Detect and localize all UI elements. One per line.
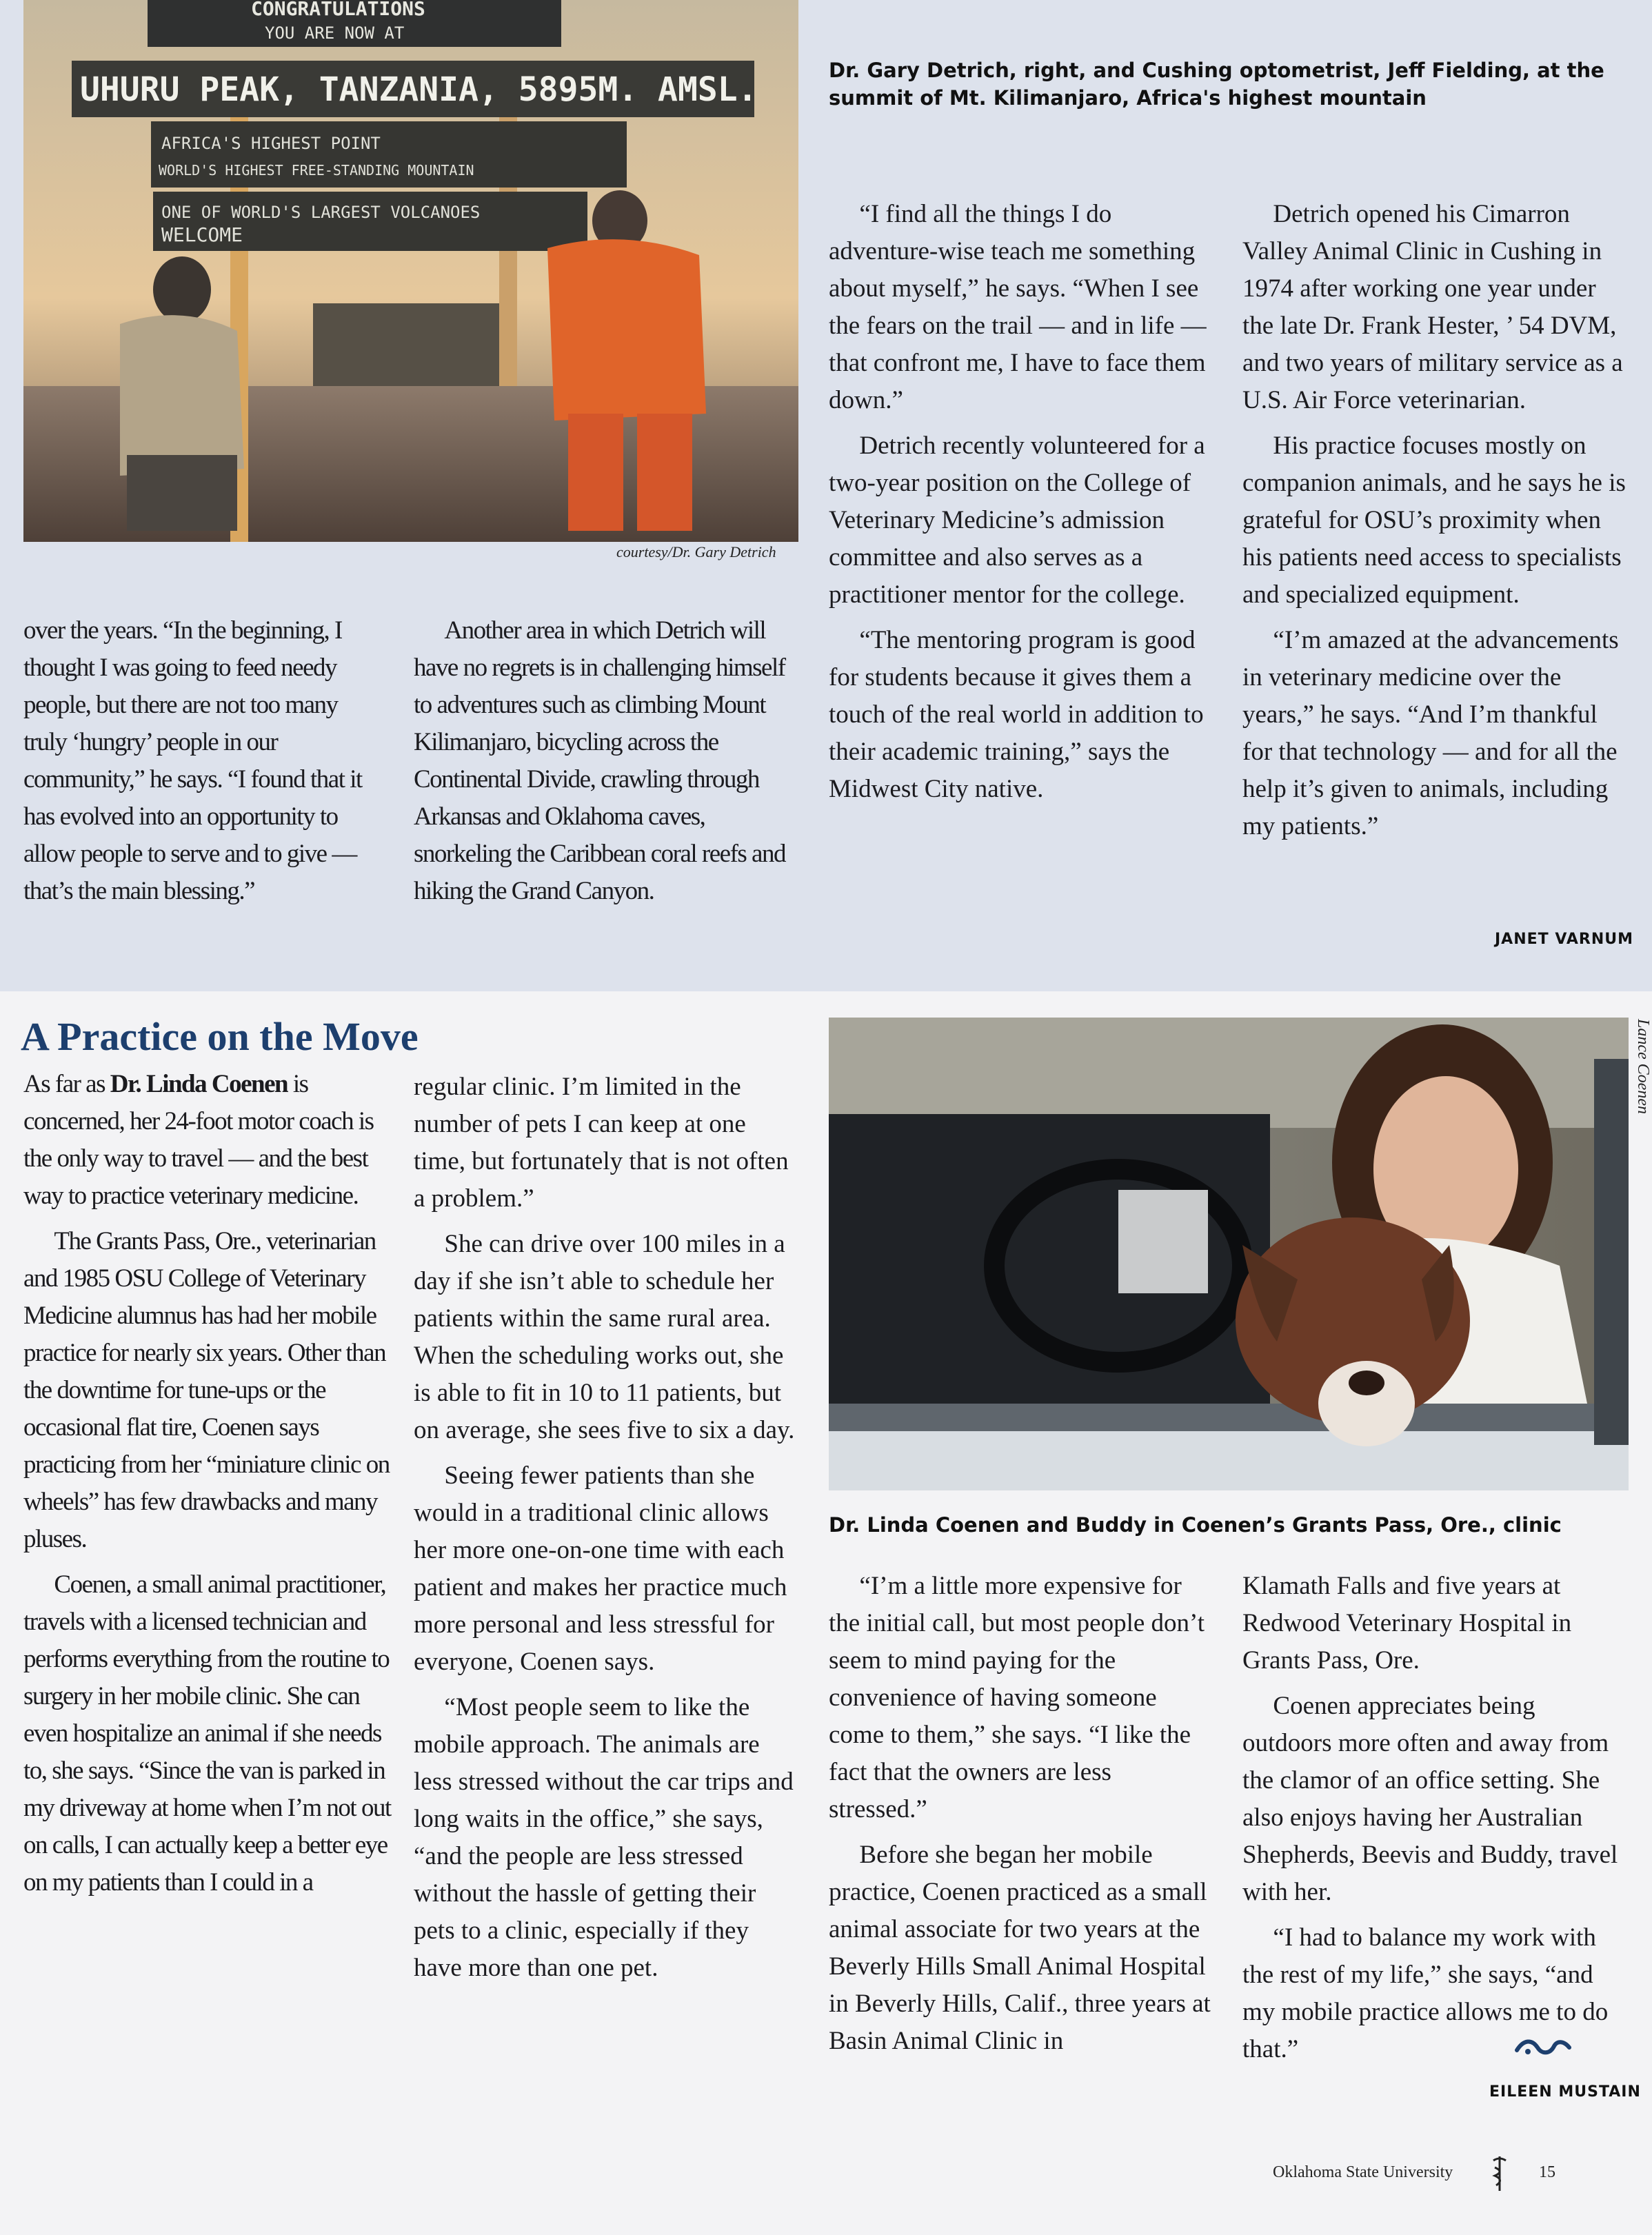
bottom-col2-continued: regular clinic. I’m limited in the number of pets I can keep at one time, but fortunately that is not often a problem.” — [414, 1073, 789, 1213]
bottom-col2-paragraph-3: “Most people seem to like the mobile approach. The animals are less stressed without the car trips and long waits in the office,” she says, “and the people are less stressed without the hassle of getting their pets to a clinic, especially if they have more than one pet. — [414, 1693, 794, 1982]
coenen-caption: Dr. Linda Coenen and Buddy in Coenen’s Grants Pass, Ore., clinic — [829, 1513, 1562, 1537]
kilimanjaro-photo — [23, 0, 798, 542]
top-col3-paragraph-2: Detrich recently volunteered for a two-year position on the College of Veterinary Medicine’s admission committee and also serves as a practitioner mentor for the college. — [829, 432, 1205, 609]
bottom-column-1 — [23, 1066, 396, 1910]
lead-rest: is concerned, her 24-foot motor coach is the only way to travel — and the best way to practice veterinary medicine. — [23, 1070, 374, 1210]
caduceus-icon — [1489, 2154, 1510, 2192]
sign-line-7: WELCOME — [161, 223, 243, 246]
bottom-column-2 — [414, 1069, 800, 1995]
top-col3-paragraph-1: “I find all the things I do adventure-wise teach me something about myself,” he says. “When I see the fears on the trail — and in life — that confront me, I have to face them down.” — [829, 200, 1207, 414]
end-mark-icon — [1514, 2035, 1572, 2060]
footer-publication: Oklahoma State University — [1273, 2163, 1453, 2181]
bottom-column-3 — [829, 1568, 1215, 2068]
top-col4-paragraph-1: Detrich opened his Cimarron Valley Animal Clinic in Cushing in 1974 after working one year under the late Dr. Frank Hester, ’ 54 DVM, and two years of military service as a U.S. Air Force veterinarian. — [1242, 200, 1623, 414]
lead-intro: As far as — [23, 1070, 110, 1098]
bottom-col2-paragraph-2: Seeing fewer patients than she would in a traditional clinic allows her more one-on-one time with each patient and makes her practice much more personal and less stressful for everyone, Coenen says. — [414, 1462, 787, 1676]
top-column-3 — [829, 196, 1215, 816]
sign-line-1: CONGRATULATIONS — [251, 0, 425, 20]
bottom-col1-paragraph-2: Coenen, a small animal practitioner, travels with a licensed technician and performs everything from the routine to surgery in her mobile clinic. She can even hospitalize an animal if she needs to, she says. “Since the van is parked in my driveway at home when I’m not out on calls, I can actually keep a better eye on my patients than I could in a — [23, 1570, 391, 1897]
top-byline: JANET VARNUM — [1495, 931, 1633, 948]
sign-line-5: WORLD'S HIGHEST FREE-STANDING MOUNTAIN — [159, 162, 474, 179]
footer-page-number: 15 — [1539, 2163, 1555, 2181]
bottom-col4-continued: Klamath Falls and five years at Redwood Veterinary Hospital in Grants Pass, Ore. — [1242, 1572, 1572, 1675]
kilimanjaro-photo-credit: courtesy/Dr. Gary Detrich — [616, 543, 776, 560]
sign-line-3: UHURU PEAK, TANZANIA, 5895M. AMSL. — [80, 70, 758, 109]
coenen-photo — [829, 1018, 1629, 1490]
kilimanjaro-caption: Dr. Gary Detrich, right, and Cushing optometrist, Jeff Fielding, at the summit of Mt. Kilimanjaro, Africa's highest mountain — [829, 59, 1604, 110]
bottom-col4-paragraph-1: Coenen appreciates being outdoors more often and away from the clamor of an office setting. She also enjoys having her Australian Shepherds, Beevis and Buddy, travel with her. — [1242, 1692, 1618, 1906]
sign-line-6: ONE OF WORLD'S LARGEST VOLCANOES — [161, 203, 481, 222]
bottom-byline: EILEEN MUSTAIN — [1489, 2083, 1641, 2101]
bottom-col2-paragraph-1: She can drive over 100 miles in a day if she isn’t able to schedule her patients within the same rural area. When the scheduling works out, she is able to fit in 10 to 11 patients, but on average, she sees five to six a day. — [414, 1230, 795, 1444]
sign-line-2: YOU ARE NOW AT — [265, 23, 405, 43]
top-column-1 — [23, 612, 382, 918]
lead-name: Dr. Linda Coenen — [110, 1070, 288, 1098]
bottom-col3-paragraph-2: Before she began her mobile practice, Coenen practiced as a small animal associate for two years at the Beverly Hills Small Animal Hospital in Beverly Hills, Calif., three years at Basin Animal Clinic in — [829, 1841, 1211, 2055]
bottom-column-4 — [1242, 1568, 1629, 2076]
top-col4-paragraph-2: His practice focuses mostly on companion animals, and he says he is grateful for OSU’s proximity when his patients need access to specialists and specialized equipment. — [1242, 432, 1626, 609]
bottom-col1-paragraph-1: The Grants Pass, Ore., veterinarian and 1985 OSU College of Veterinary Medicine alumnus has had her mobile practice for nearly six years. Other than the downtime for tune-ups or the occasional flat tire, Coenen says practicing from her “miniature clinic on wheels” has few drawbacks and many pluses. — [23, 1227, 390, 1553]
top-column-4 — [1242, 196, 1629, 853]
top-col2-paragraph: Another area in which Detrich will have no regrets is in challenging himself to adventures such as climbing Mount Kilimanjaro, bicycling across the Continental Divide, crawling through Arkansas and Oklahoma caves, snorkeling the Caribbean coral reefs and hiking the Grand Canyon. — [414, 616, 785, 905]
top-column-2 — [414, 612, 792, 918]
top-col1-paragraph: over the years. “In the beginning, I thought I was going to feed needy people, but there are not too many truly ‘hungry’ people in our community,” he says. “I found that it has evolved into an opportunity to allow people to serve and to give — that’s the main blessing.” — [23, 616, 362, 905]
bleed-through-text — [655, 145, 670, 214]
bottom-col4-paragraph-2: “I had to balance my work with the rest of my life,” she says, “and my mobile practice allows me to do that.” — [1242, 1923, 1609, 2063]
top-col4-paragraph-3: “I’m amazed at the advancements in veterinary medicine over the years,” he says. “And I’m thankful for that technology — and for all the help it’s given to animals, including my patients.” — [1242, 626, 1619, 840]
sign-line-4: AFRICA'S HIGHEST POINT — [161, 134, 381, 153]
section-title: A Practice on the Move — [21, 1014, 419, 1059]
top-col3-paragraph-3: “The mentoring program is good for students because it gives them a touch of the real world in addition to their academic training,” says the Midwest City native. — [829, 626, 1204, 803]
coenen-photo-credit: Lance Coenen — [1634, 1019, 1652, 1114]
bottom-col3-paragraph-1: “I’m a little more expensive for the initial call, but most people don’t seem to mind paying for the convenience of having someone come to them,” she says. “I like the fact that the owners are less stressed.” — [829, 1572, 1205, 1823]
bottom-col1-lead — [23, 1066, 396, 1215]
